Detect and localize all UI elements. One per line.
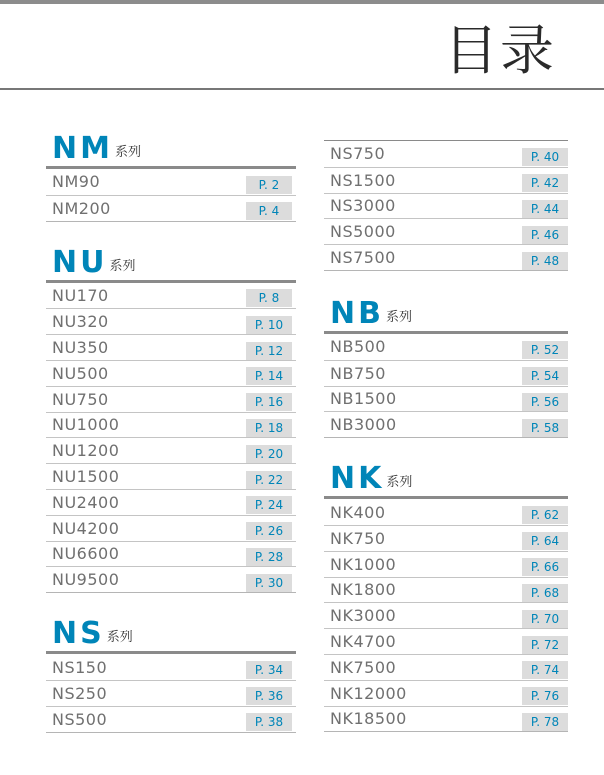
series-suffix: 系列 [106,630,133,646]
page-number-badge: P. 48 [522,252,568,270]
section-nk [324,458,568,732]
toc-row[interactable] [324,386,568,412]
model-name: NS500 [52,709,108,729]
series-code: NM [52,131,113,166]
page-number-badge: P. 74 [522,661,568,679]
toc-row[interactable] [324,628,568,654]
toc-row[interactable] [46,706,296,732]
toc-row[interactable] [324,602,568,628]
page-number-badge: P. 18 [246,419,292,437]
page-number-badge: P. 66 [522,558,568,576]
right-column [324,140,568,752]
page-number-badge: P. 34 [246,661,292,679]
toc-row[interactable] [46,463,296,489]
page-number-badge: P. 68 [522,584,568,602]
model-name: NB3000 [330,415,397,435]
model-name: NK1000 [330,554,397,574]
toc-row[interactable] [324,499,568,525]
model-name: NS5000 [330,222,396,242]
model-name: NU750 [52,389,109,409]
section-nb [324,293,568,438]
model-name: NK18500 [330,709,407,729]
page-number-badge: P. 62 [522,506,568,524]
model-name: NK4700 [330,632,397,652]
page-number-badge: P. 52 [522,341,568,359]
model-name: NB500 [330,337,386,357]
model-name: NU1000 [52,415,120,435]
page-number-badge: P. 10 [246,316,292,334]
page-number-badge: P. 26 [246,522,292,540]
model-name: NU6600 [52,544,120,564]
model-name: NS150 [52,657,108,677]
page-number-badge: P. 72 [522,636,568,654]
series-code: NK [330,461,385,497]
model-name: NB1500 [330,389,397,409]
toc-row[interactable] [46,334,296,360]
toc-row[interactable] [46,654,296,680]
series-code: NB [330,295,384,331]
series-code: NS [52,616,105,652]
model-name: NK7500 [330,657,397,677]
toc-row[interactable] [324,141,568,167]
toc-row[interactable] [324,218,568,244]
page-number-badge: P. 64 [522,532,568,550]
page-number-badge: P. 12 [246,342,292,360]
model-name: NU350 [52,338,109,358]
toc-row[interactable] [46,680,296,706]
section-nu [46,242,296,594]
section-heading [46,128,296,166]
toc-row[interactable] [46,566,296,592]
ns-continued-rows [324,141,568,271]
toc-row[interactable] [324,360,568,386]
page-number-badge: P. 78 [522,713,568,731]
top-border [0,0,604,4]
toc-row[interactable] [324,654,568,680]
model-name: NS250 [52,683,108,703]
section-ns [46,613,296,732]
section-ns-continued [324,140,568,271]
series-suffix: 系列 [385,309,412,325]
model-name: NS7500 [330,248,396,268]
toc-row[interactable] [46,412,296,438]
page-number-badge: P. 28 [246,548,292,566]
page-number-badge: P. 2 [246,176,292,194]
model-name: NU2400 [52,492,120,512]
series-suffix: 系列 [109,258,136,274]
page-number-badge: P. 40 [522,148,568,166]
model-name: NK12000 [330,683,407,703]
toc-row[interactable] [324,706,568,732]
section-heading [46,613,296,651]
toc-row[interactable] [324,577,568,603]
section-rows [46,169,296,222]
left-column [46,128,296,753]
toc-row[interactable] [46,169,296,195]
series-code: NU [52,244,108,280]
model-name: NM90 [52,172,101,192]
page-number-badge: P. 8 [246,289,292,307]
toc-row[interactable] [46,283,296,309]
toc-row[interactable] [324,244,568,270]
right-sections [324,293,568,732]
toc-row[interactable] [324,193,568,219]
toc-row[interactable] [46,489,296,515]
model-name: NK750 [330,528,386,548]
model-name: NU1200 [52,441,120,461]
model-name: NS3000 [330,196,396,216]
toc-row[interactable] [46,308,296,334]
toc-row[interactable] [324,551,568,577]
series-suffix: 系列 [114,145,141,160]
page-number-badge: P. 44 [522,200,568,218]
model-name: NU320 [52,312,109,332]
model-name: NU9500 [52,570,120,590]
section-rows [46,654,296,732]
page-number-badge: P. 70 [522,610,568,628]
toc-row[interactable] [46,195,296,221]
model-name: NK400 [330,502,386,522]
section-rows [324,334,568,438]
toc-row[interactable] [46,386,296,412]
section-nm [46,128,296,222]
toc-row[interactable] [324,680,568,706]
model-name: NK3000 [330,606,397,626]
section-heading [324,458,568,496]
toc-row[interactable] [324,411,568,437]
section-heading [46,242,296,280]
toc-row[interactable] [324,334,568,360]
section-rows [324,499,568,732]
model-name: NB750 [330,363,386,383]
page-number-badge: P. 36 [246,687,292,705]
section-rows [46,283,296,594]
page-number-badge: P. 20 [246,445,292,463]
model-name: NM200 [52,198,111,218]
series-suffix: 系列 [386,475,413,491]
model-name: NU1500 [52,467,120,487]
page-number-badge: P. 22 [246,471,292,489]
toc-row[interactable] [324,167,568,193]
toc-row[interactable] [46,515,296,541]
model-name: NS1500 [330,170,396,190]
model-name: NU4200 [52,518,120,538]
toc-row[interactable] [46,541,296,567]
page-number-badge: P. 16 [246,393,292,411]
toc-row[interactable] [46,360,296,386]
page-number-badge: P. 56 [522,393,568,411]
page-number-badge: P. 42 [522,174,568,192]
page-number-badge: P. 54 [522,367,568,385]
page-number-badge: P. 24 [246,496,292,514]
model-name: NS750 [330,144,386,164]
page-number-badge: P. 14 [246,367,292,385]
page-number-badge: P. 46 [522,226,568,244]
section-heading [324,293,568,331]
page-number-badge: P. 76 [522,687,568,705]
page-number-badge: P. 38 [246,713,292,731]
model-name: NU170 [52,285,109,305]
model-name: NK1800 [330,580,397,600]
page-title: 目录 [444,19,556,82]
toc-row[interactable] [324,525,568,551]
page-number-badge: P. 58 [522,419,568,437]
page-number-badge: P. 30 [246,574,292,592]
toc-row[interactable] [46,437,296,463]
title-divider [0,88,604,90]
model-name: NU500 [52,363,109,383]
page-number-badge: P. 4 [246,202,292,220]
